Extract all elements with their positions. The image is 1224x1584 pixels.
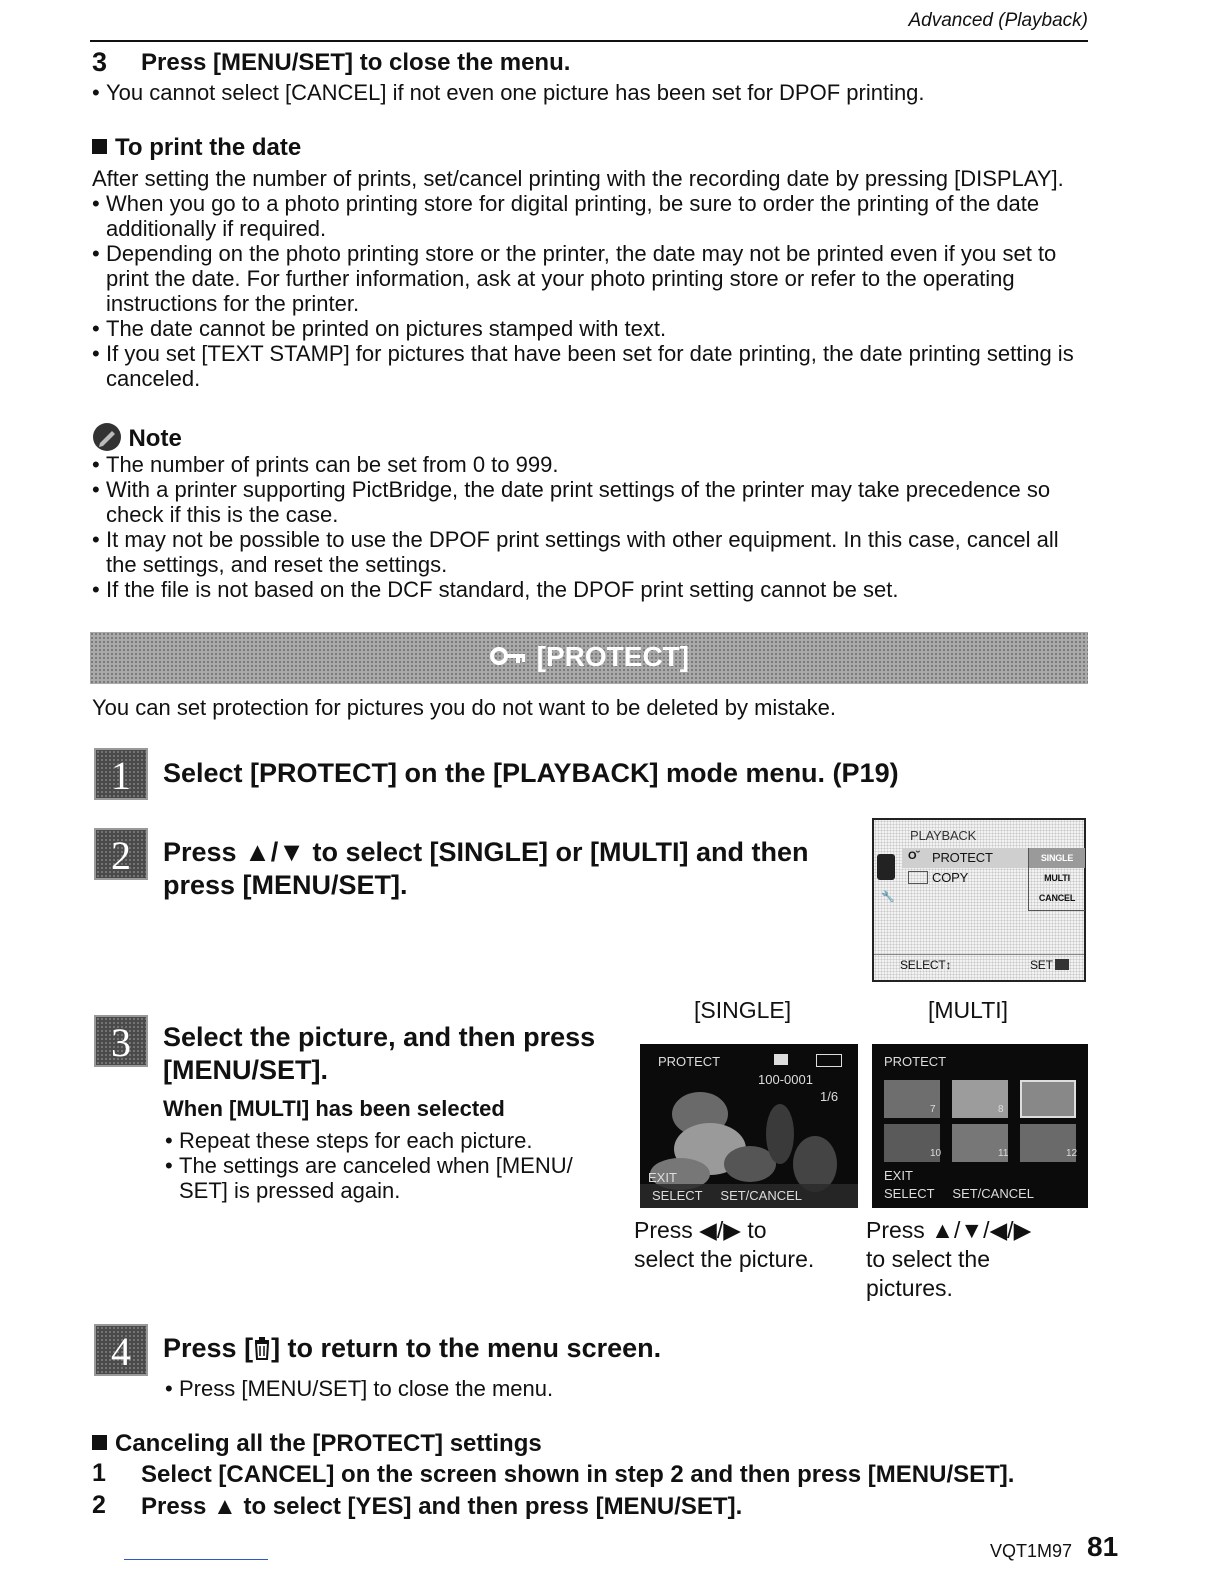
multi-exit: EXIT xyxy=(884,1168,913,1183)
page-number: 81 xyxy=(1087,1531,1119,1562)
section-label: Advanced (Playback) xyxy=(908,10,1088,31)
menu-item-protect[interactable]: O˘ PROTECT xyxy=(902,848,1028,868)
header-rule xyxy=(90,40,1088,42)
step-3-title: Select the picture, and then press [MENU/SET]. xyxy=(163,1022,596,1085)
menu-title: PLAYBACK xyxy=(910,828,977,843)
multi-title: PROTECT xyxy=(884,1054,947,1069)
step-4-title: Press [ ] to return to the menu screen. xyxy=(163,1333,662,1363)
footer-rule xyxy=(124,1559,268,1560)
battery-icon xyxy=(816,1054,842,1067)
playback-tab-icon xyxy=(877,854,895,880)
step-1-badge: 1 xyxy=(94,748,148,800)
step-2-badge: 2 xyxy=(94,828,148,880)
option-multi[interactable]: MULTI xyxy=(1044,873,1070,883)
step-4-note xyxy=(165,1376,553,1401)
protect-banner xyxy=(90,632,1088,684)
multi-footer: SELECT SET/CANCEL xyxy=(884,1186,1035,1201)
multi-caption: Press ▲/▼/◀/▶ to select the pictures. xyxy=(866,1217,1032,1301)
print-date-intro: After setting the number of prints, set/cancel printing with the recording date by pressing [DISPLAY]. xyxy=(92,166,1064,191)
print-date-heading: To print the date xyxy=(92,134,301,162)
banner-title: [PROTECT] xyxy=(536,641,690,672)
single-count: 1/6 xyxy=(820,1089,839,1104)
wrench-tab-icon: 🔧 xyxy=(881,891,895,903)
step-note xyxy=(92,80,1088,105)
option-single[interactable]: SINGLE xyxy=(1029,848,1085,868)
protect-intro: You can set protection for pictures you do not want to be deleted by mistake. xyxy=(92,695,836,720)
multi-subheading: When [MULTI] has been selected xyxy=(163,1096,505,1121)
bullet-item: • When you go to a photo printing store for digital printing, be sure to order the printing of the date additionally if required. xyxy=(92,191,1082,241)
cancel-step-number: 2 xyxy=(92,1491,106,1519)
cancel-step-text: Press ▲ to select [YES] and then press [MENU/SET]. xyxy=(141,1493,743,1520)
single-label: [SINGLE] xyxy=(694,997,792,1023)
thumb-number: 10 xyxy=(930,1148,942,1159)
thumb-number: 11 xyxy=(998,1148,1009,1159)
multi-label: [MULTI] xyxy=(928,997,1009,1023)
bullet-item: • It may not be possible to use the DPOF print settings with other equipment. In this case, cancel all the settings, and reset the settings. xyxy=(92,527,1090,577)
thumb-number: 7 xyxy=(930,1104,936,1115)
print-date-section xyxy=(92,166,1092,391)
bullet-item: • The number of prints can be set from 0 to 999. xyxy=(92,452,1090,477)
thumb-number: 8 xyxy=(998,1104,1004,1115)
single-mode-screenshot xyxy=(640,1044,858,1208)
square-bullet-icon xyxy=(92,139,107,154)
document-code: VQT1M97 xyxy=(990,1541,1073,1561)
single-caption: Press ◀/▶ to select the picture. xyxy=(634,1217,815,1272)
playback-menu-screenshot xyxy=(872,818,1086,982)
single-title: PROTECT xyxy=(658,1054,721,1069)
menu-divider xyxy=(874,954,1084,955)
bullet-item: • Repeat these steps for each picture. xyxy=(165,1128,615,1153)
bullet-item: • If the file is not based on the DCF standard, the DPOF print setting cannot be set. xyxy=(92,577,1090,602)
bullet-item: • If you set [TEXT STAMP] for pictures that have been set for date printing, the date printing setting is canceled. xyxy=(92,341,1082,391)
option-cancel[interactable]: CANCEL xyxy=(1038,893,1076,903)
option-list xyxy=(1028,848,1085,911)
single-exit: EXIT xyxy=(648,1170,677,1185)
thumbnail-selected[interactable] xyxy=(1020,1080,1076,1118)
single-file-number: 100-0001 xyxy=(758,1072,813,1087)
thumb-number: 12 xyxy=(1066,1148,1078,1159)
cancel-step-text: Select [CANCEL] on the screen shown in step 2 and then press [MENU/SET]. xyxy=(141,1461,1015,1488)
key-icon xyxy=(489,644,529,668)
set-hint: SET xyxy=(1030,958,1069,972)
trash-icon xyxy=(253,1336,271,1360)
bullet-item: • Press [MENU/SET] to close the menu. xyxy=(165,1376,553,1401)
step-2-title: Press ▲/▼ to select [SINGLE] or [MULTI] and then press [MENU/SET]. xyxy=(163,837,809,900)
cancel-all-heading: Canceling all the [PROTECT] settings xyxy=(92,1430,542,1458)
size-icon xyxy=(774,1054,788,1065)
cancel-step-number: 1 xyxy=(92,1459,106,1487)
bullet-item: • With a printer supporting PictBridge, the date print settings of the printer may take precedence so check if this is the case. xyxy=(92,477,1090,527)
note-pencil-icon xyxy=(92,422,124,452)
bullet-item: • The settings are canceled when [MENU/ SET] is pressed again. xyxy=(165,1153,615,1203)
note-list xyxy=(92,452,1090,602)
step-number: 3 xyxy=(92,47,108,77)
bullet-item: • Depending on the photo printing store or the printer, the date may not be printed even if you set to print the date. For further information, ask at your photo printing store or refer to the operating instructions for the printer. xyxy=(92,241,1082,316)
note-heading: Note xyxy=(92,422,182,453)
square-bullet-icon xyxy=(92,1435,107,1450)
step-title: Press [MENU/SET] to close the menu. xyxy=(141,49,571,76)
menu-item-copy[interactable]: COPY xyxy=(902,868,1028,888)
multi-notes xyxy=(165,1128,615,1203)
bullet-item: • You cannot select [CANCEL] if not even one picture has been set for DPOF printing. xyxy=(92,80,1088,105)
multi-mode-screenshot xyxy=(872,1044,1088,1208)
step-3-badge: 3 xyxy=(94,1015,148,1067)
step-1-title: Select [PROTECT] on the [PLAYBACK] mode menu. (P19) xyxy=(163,758,899,788)
select-hint: SELECT↕ xyxy=(900,958,952,972)
bullet-item: • The date cannot be printed on pictures stamped with text. xyxy=(92,316,1082,341)
step-4-badge: 4 xyxy=(94,1324,148,1376)
single-footer: SELECT SET/CANCEL xyxy=(652,1188,803,1203)
